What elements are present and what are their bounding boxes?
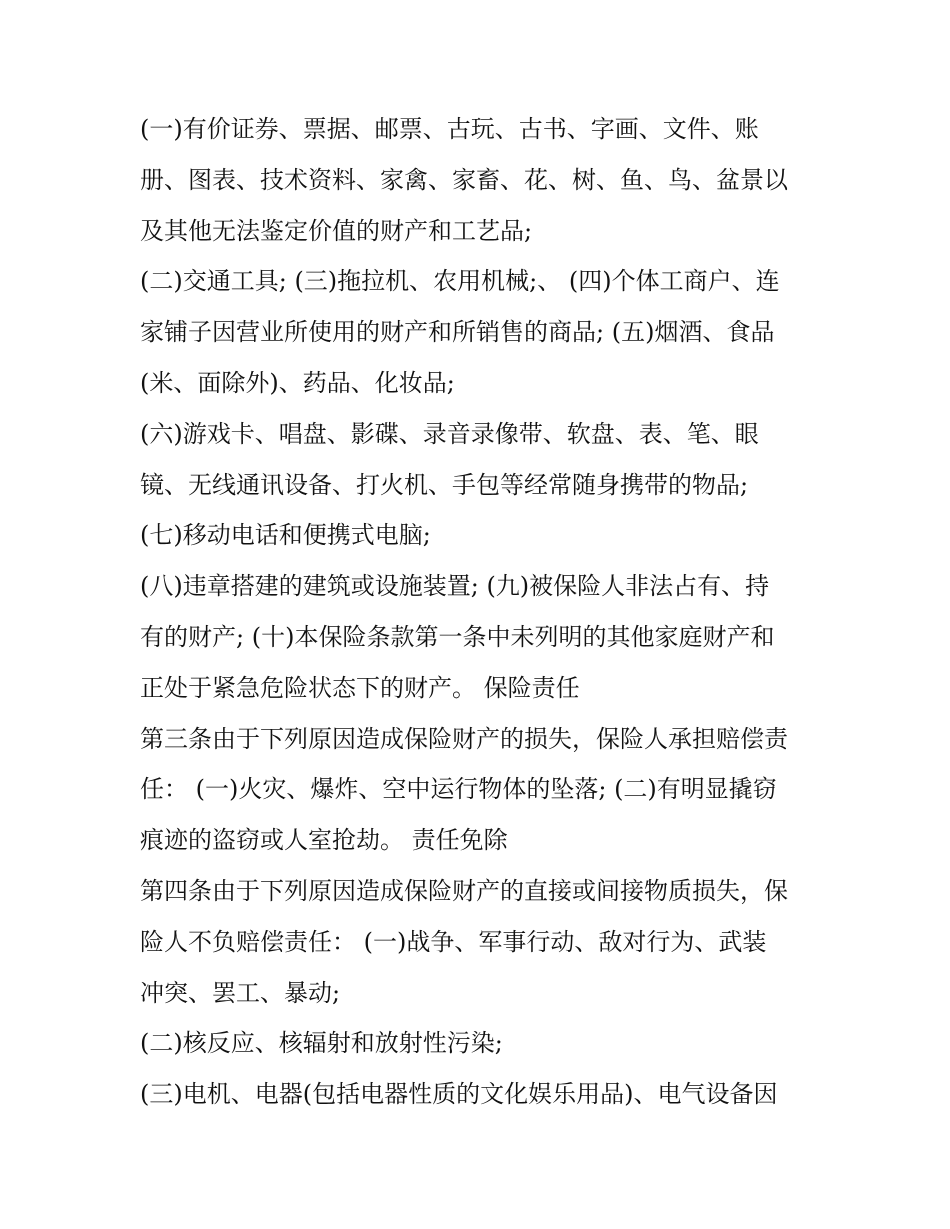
- text-line: (八)违章搭建的建筑或设施装置; (九)被保险人非法占有、持: [140, 572, 770, 601]
- text-line: 第三条由于下列原因造成保险财产的损失，保险人承担赔偿责: [140, 724, 788, 753]
- text-line: 及其他无法鉴定价值的财产和工艺品;: [140, 216, 533, 245]
- text-line: 家铺子因营业所使用的财产和所销售的商品; (五)烟酒、食品: [140, 318, 775, 347]
- text-line: 冲突、罢工、暴动;: [140, 978, 341, 1007]
- text-line: 正处于紧急危险状态下的财产。 保险责任: [140, 673, 580, 702]
- text-line: 第四条由于下列原因造成保险财产的直接或间接物质损失，保: [140, 876, 788, 905]
- text-line: (二)核反应、核辐射和放射性污染;: [140, 1029, 503, 1058]
- text-line: 册、图表、技术资料、家禽、家畜、花、树、鱼、鸟、盆景以: [140, 165, 788, 194]
- text-line: 任： (一)火灾、爆炸、空中运行物体的坠落; (二)有明显撬窃: [140, 775, 777, 804]
- text-line: (一)有价证券、票据、邮票、古玩、古书、字画、文件、账: [140, 115, 759, 143]
- text-line: 险人不负赔偿责任： (一)战争、军事行动、敌对行为、武装: [140, 927, 767, 956]
- text-line: (三)电机、电器(包括电器性质的文化娱乐用品)、电气设备因: [140, 1080, 778, 1109]
- text-line: (七)移动电话和便携式电脑;: [140, 521, 431, 550]
- text-line: (二)交通工具; (三)拖拉机、农用机械;、 (四)个体工商户、连: [140, 267, 780, 296]
- text-line: (米、面除外)、药品、化妆品;: [140, 368, 455, 397]
- text-line: 镜、无线通讯设备、打火机、手包等经常随身携带的物品;: [140, 470, 749, 499]
- text-line: 痕迹的盗窃或人室抢劫。 责任免除: [140, 826, 508, 855]
- document-body: [140, 104, 820, 1120]
- text-line: (六)游戏卡、唱盘、影碟、录音录像带、软盘、表、笔、眼: [140, 419, 759, 448]
- text-line: 有的财产; (十)本保险条款第一条中未列明的其他家庭财产和: [140, 622, 775, 651]
